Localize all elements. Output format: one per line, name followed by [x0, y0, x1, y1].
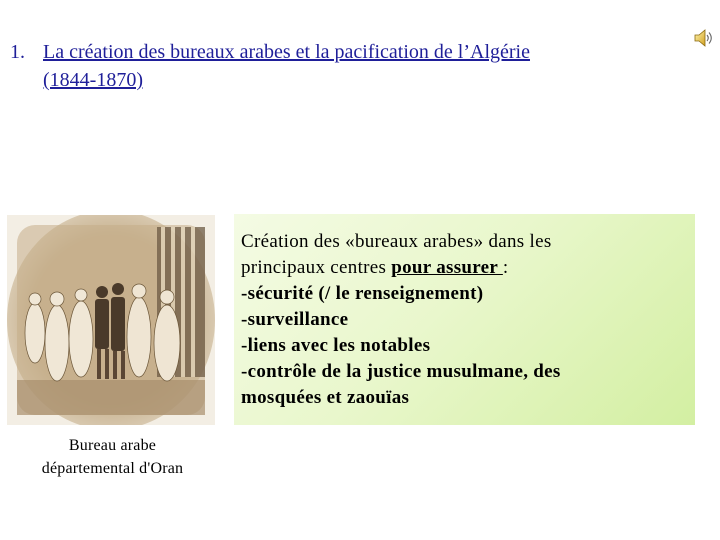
list-item-liens: -liens avec les notables: [241, 335, 431, 356]
panel-line-2-pre: principaux centres: [241, 257, 392, 278]
panel-line-1: Création des «bureaux arabes» dans les: [241, 231, 552, 252]
content-panel: [234, 214, 695, 425]
list-item-controle: -contrôle de la justice musulmane, des: [241, 361, 561, 382]
list-item-mosquees: mosquées et zaouïas: [241, 387, 410, 408]
list-item-securite: -sécurité (/ le renseignement): [241, 283, 484, 304]
bureau-arabe-photo: [7, 215, 215, 425]
title-line-2: (1844-1870): [43, 69, 143, 91]
content-text: [241, 229, 691, 411]
list-item-surveillance: -surveillance: [241, 309, 349, 330]
caption-line-2: départemental d'Oran: [41, 460, 184, 477]
title-number: 1.: [10, 41, 25, 63]
speaker-icon[interactable]: [693, 27, 715, 49]
title-line-1: La création des bureaux arabes et la pacification de l’Algérie: [43, 41, 530, 63]
pour-assurer-text: pour assurer: [391, 257, 503, 278]
caption-line-1: Bureau arabe: [68, 437, 157, 454]
photo-caption: [10, 434, 215, 480]
panel-line-2-post: :: [502, 257, 509, 278]
panel-line-2: [241, 255, 691, 281]
